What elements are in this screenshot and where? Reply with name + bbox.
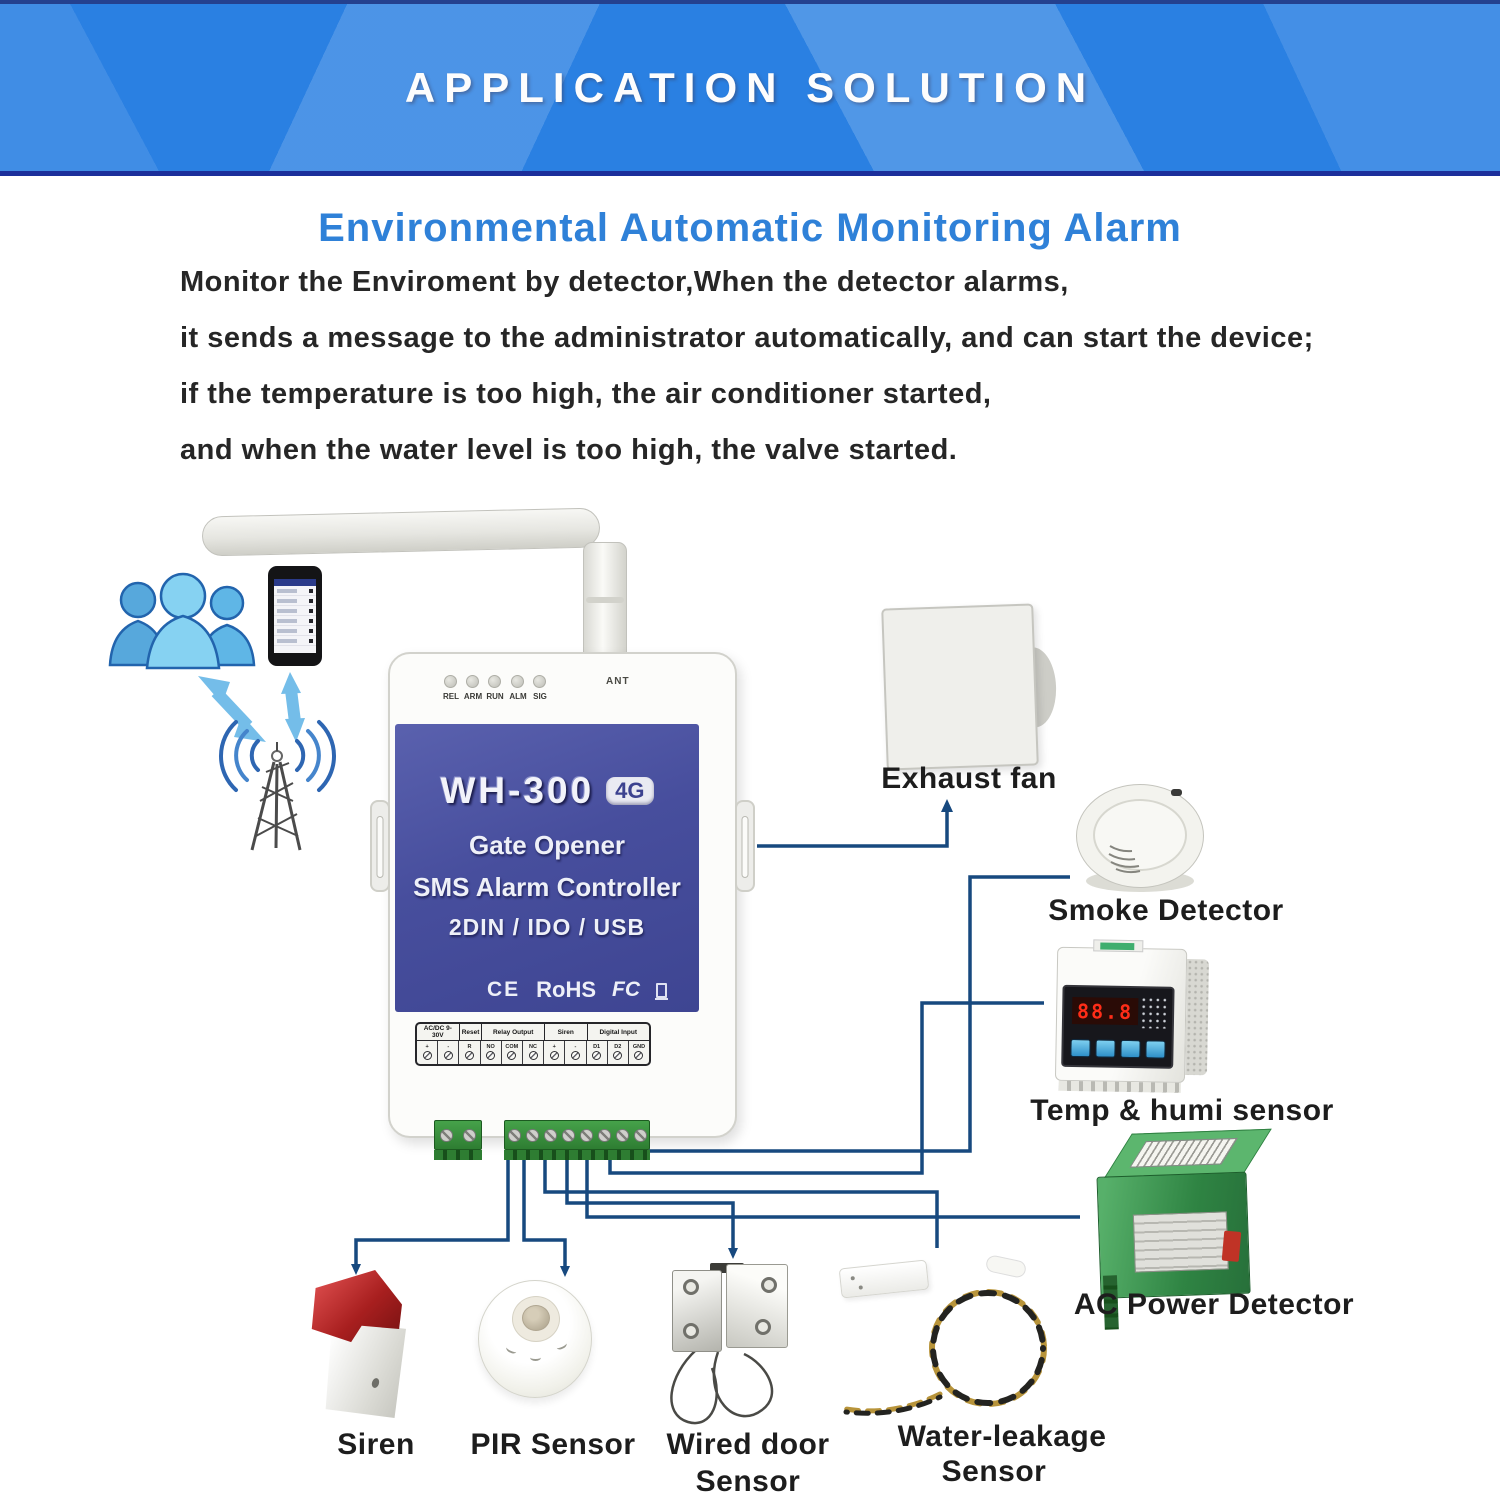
- wire-ac-power: [587, 1158, 1080, 1217]
- wh300-controller: [388, 652, 737, 1138]
- door-label-line1: Wired door: [666, 1428, 830, 1461]
- 4g-badge: 4G: [606, 777, 653, 805]
- smartphone-screen: [274, 579, 316, 653]
- temp-humi-sensor-image: [1043, 939, 1216, 1102]
- io-terminal-block: [504, 1120, 650, 1150]
- product-line: Gate Opener: [468, 830, 626, 860]
- terminal-group-label: AC/DC 9-30V: [417, 1024, 460, 1040]
- wire-water-leakage: [545, 1158, 937, 1248]
- paragraph-line: Monitor the Enviroment by detector,When the detector alarms,: [180, 266, 1069, 298]
- led-run: [488, 675, 501, 688]
- paragraph-line: and when the water level is too high, the valve started.: [180, 434, 958, 466]
- led-alm: [511, 675, 524, 688]
- water-label-line2: Sensor: [941, 1455, 1047, 1488]
- door-label-line2: Sensor: [695, 1465, 801, 1498]
- gsm-antenna-rod: [202, 507, 601, 556]
- model-name: WH-300: [440, 770, 595, 811]
- product-line: 2DIN / IDO / USB: [448, 914, 646, 940]
- led-rel: [444, 675, 457, 688]
- fcc-mark: FC: [612, 978, 641, 1001]
- page-title: Environmental Automatic Monitoring Alarm: [318, 206, 1182, 250]
- wire-siren: [356, 1158, 508, 1266]
- ac-power-label: AC Power Detector: [1073, 1288, 1355, 1321]
- led-sig: [533, 675, 546, 688]
- product-line: SMS Alarm Controller: [413, 872, 681, 902]
- exhaust-fan-image: [881, 603, 1039, 770]
- power-terminal-block: [434, 1120, 482, 1150]
- smoke-detector-image: [1076, 784, 1204, 888]
- weee-bin-icon: [656, 983, 667, 998]
- water-label-line1: Water-leakage: [897, 1420, 1107, 1453]
- led-label: REL: [443, 692, 459, 701]
- led-label: ALM: [509, 692, 527, 701]
- rohs-mark: RoHS: [536, 977, 597, 1002]
- paragraph-line: it sends a message to the administrator automatically, and can start the device;: [180, 322, 1314, 354]
- smoke-detector-label: Smoke Detector: [1048, 894, 1284, 927]
- smoke-detector-grille: [1076, 784, 1204, 888]
- users-icon: [110, 574, 254, 668]
- terminal-group-label: Siren: [545, 1024, 588, 1040]
- arrow-updown-icon: [198, 672, 305, 742]
- radio-waves-icon: [221, 722, 334, 790]
- terminal-label-strip: AC/DC 9-30V Reset Relay Output Siren Digital Input + - R NO COM NC + - D1 D2 GND: [415, 1022, 651, 1066]
- paragraph-line: if the temperature is too high, the air conditioner started,: [180, 378, 992, 410]
- antenna-tower-icon: [252, 742, 300, 850]
- temp-display: 88.8: [1072, 997, 1138, 1025]
- terminal-group-label: Digital Input: [599, 1028, 638, 1036]
- mounting-ear-right: [735, 800, 755, 892]
- certification-marks: [487, 977, 667, 1003]
- wire-pir: [524, 1158, 565, 1268]
- product-label-panel: [395, 724, 699, 1012]
- water-leakage-sensor-image: [836, 1252, 1076, 1427]
- siren-image: [306, 1270, 416, 1422]
- banner-title: APPLICATION SOLUTION: [404, 63, 1096, 111]
- wire-door-sensor: [567, 1158, 733, 1250]
- smartphone-icon: [268, 566, 322, 666]
- wired-door-sensor-image: [666, 1258, 796, 1430]
- pir-sensor-image: [478, 1280, 592, 1398]
- gsm-antenna-base: [583, 542, 627, 662]
- wire-exhaust-fan: [757, 810, 947, 846]
- terminal-group-label: Relay Output: [482, 1024, 544, 1040]
- ac-power-detector-image: [1079, 1123, 1281, 1316]
- led-arm: [466, 675, 479, 688]
- siren-label: Siren: [337, 1428, 415, 1461]
- temp-humi-label: Temp & humi sensor: [1030, 1094, 1334, 1127]
- pir-label: PIR Sensor: [470, 1428, 636, 1461]
- banner: [0, 0, 1500, 176]
- led-label: RUN: [486, 692, 504, 701]
- terminal-group-label: Reset: [460, 1024, 483, 1040]
- ce-mark: CE: [486, 978, 521, 1001]
- led-label: SIG: [533, 692, 547, 701]
- mounting-ear-left: [370, 800, 390, 892]
- led-label: ARM: [463, 692, 483, 701]
- ant-port-label: ANT: [606, 676, 630, 687]
- exhaust-fan-label: Exhaust fan: [881, 762, 1057, 795]
- description-paragraph: [180, 266, 1480, 490]
